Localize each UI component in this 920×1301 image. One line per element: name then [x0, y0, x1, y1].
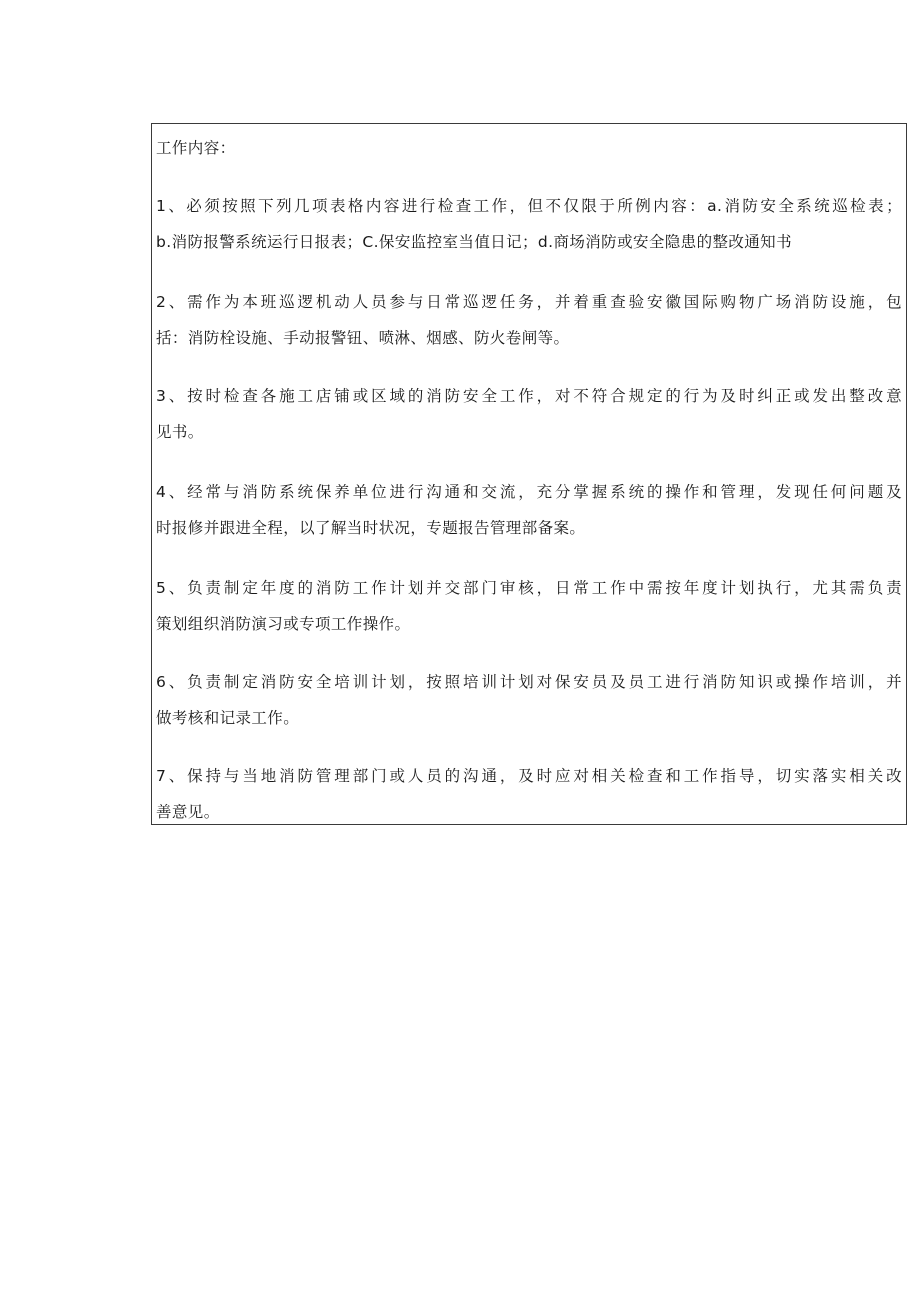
item-5-line-1: 5、负责制定年度的消防工作计划并交部门审核，日常工作中需按年度计划执行，尤其需负责	[156, 579, 902, 597]
item-6-line-2: 做考核和记录工作。	[156, 709, 300, 727]
item-5-line-2: 策划组织消防演习或专项工作操作。	[156, 615, 411, 633]
item-4-line-2: 时报修并跟进全程，以了解当时状况，专题报告管理部备案。	[156, 519, 586, 537]
item-3-line-1: 3、按时检查各施工店铺或区域的消防安全工作，对不符合规定的行为及时纠正或发出整改意	[156, 387, 902, 405]
section-heading: 工作内容：	[156, 139, 236, 157]
item-2-line-2: 括：消防栓设施、手动报警钮、喷淋、烟感、防火卷闸等。	[156, 329, 570, 347]
item-1-line-2: b.消防报警系统运行日报表；C.保安监控室当值日记；d.商场消防或安全隐患的整改通知书	[156, 233, 792, 251]
item-4-line-1: 4、经常与消防系统保养单位进行沟通和交流，充分掌握系统的操作和管理，发现任何问题及	[156, 483, 902, 501]
item-2-line-1: 2、需作为本班巡逻机动人员参与日常巡逻任务，并着重查验安徽国际购物广场消防设施，包	[156, 293, 902, 311]
item-3-line-2: 见书。	[156, 423, 204, 441]
item-1-line-1: 1、必须按照下列几项表格内容进行检查工作，但不仅限于所例内容：a.消防安全系统巡检表；	[156, 197, 902, 215]
item-7-line-1: 7、保持与当地消防管理部门或人员的沟通，及时应对相关检查和工作指导，切实落实相关改	[156, 767, 902, 785]
item-6-line-1: 6、负责制定消防安全培训计划，按照培训计划对保安员及员工进行消防知识或操作培训，并	[156, 673, 902, 691]
item-7-line-2: 善意见。	[156, 803, 220, 821]
work-content-box	[151, 123, 907, 825]
